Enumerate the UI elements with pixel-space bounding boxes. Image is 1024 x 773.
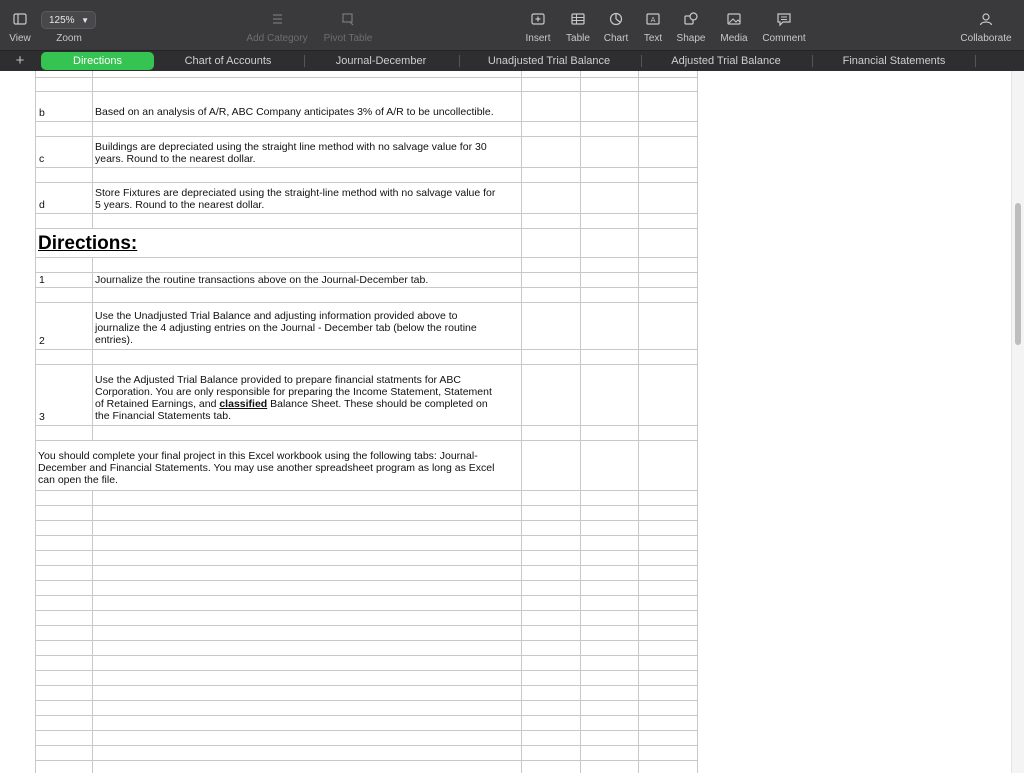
step-text-line3-pre: of Retained Earnings, and [95, 398, 220, 410]
comment-label: Comment [762, 33, 806, 44]
tab-chart-of-accounts[interactable]: Chart of Accounts [184, 55, 272, 67]
table-cell[interactable] [35, 686, 93, 700]
step-number: 1 [39, 274, 45, 286]
table-cell[interactable] [93, 596, 522, 610]
table-cell[interactable] [35, 491, 93, 505]
step-number: 3 [39, 411, 45, 423]
table-row[interactable] [35, 258, 698, 273]
table-cell[interactable] [93, 641, 522, 655]
table-row[interactable] [35, 350, 698, 365]
table-cell[interactable] [581, 686, 639, 700]
table-cell[interactable] [93, 716, 522, 730]
table-cell[interactable] [522, 761, 581, 773]
adjustment-text-line2: 5 years. Round to the nearest dollar. [95, 199, 265, 211]
step-text-line3: entries). [95, 334, 133, 346]
table-cell[interactable] [35, 506, 93, 520]
table-row[interactable] [35, 581, 698, 596]
table-cell[interactable] [93, 686, 522, 700]
table-cell[interactable] [522, 701, 581, 715]
table-cell[interactable] [581, 566, 639, 580]
pivot-table-button[interactable] [318, 0, 378, 50]
table-cell[interactable] [522, 746, 581, 760]
table-cell[interactable] [639, 716, 698, 730]
adjustment-letter: d [39, 199, 45, 211]
table-cell[interactable] [522, 551, 581, 565]
table-cell[interactable] [581, 521, 639, 535]
add-category-button[interactable] [242, 0, 312, 50]
chart-icon [607, 11, 625, 27]
add-category-label: Add Category [246, 33, 308, 44]
table-cell[interactable] [93, 671, 522, 685]
adjustment-letter: b [39, 107, 45, 119]
adjustment-text: Based on an analysis of A/R, ABC Company anticipates 3% of A/R to be uncollectible. [95, 106, 494, 118]
table-cell[interactable] [581, 761, 639, 773]
table-row[interactable] [35, 491, 698, 506]
table-row[interactable] [35, 656, 698, 671]
table-cell[interactable] [35, 716, 93, 730]
table-cell[interactable] [93, 761, 522, 773]
table-cell[interactable] [522, 686, 581, 700]
table-row[interactable] [35, 701, 698, 716]
classified-emphasis: classified [219, 398, 268, 410]
table-row[interactable] [35, 92, 698, 122]
table-cell[interactable] [639, 701, 698, 715]
table-cell[interactable] [581, 671, 639, 685]
adjustment-letter: c [39, 153, 45, 165]
table-row[interactable] [35, 746, 698, 761]
list-icon [268, 11, 286, 27]
adjustment-text-line2: years. Round to the nearest dollar. [95, 153, 256, 165]
tab-financial-statements[interactable]: Financial Statements [842, 55, 946, 67]
table-cell[interactable] [639, 641, 698, 655]
table-row[interactable] [35, 536, 698, 551]
tab-divider [304, 55, 305, 67]
table-row[interactable] [35, 566, 698, 581]
table-cell[interactable] [639, 551, 698, 565]
table-cell[interactable] [522, 671, 581, 685]
table-cell[interactable] [639, 626, 698, 640]
text-label: Text [643, 33, 663, 44]
table-row[interactable] [35, 551, 698, 566]
table-row[interactable] [35, 761, 698, 773]
table-cell[interactable] [639, 761, 698, 773]
table-cell[interactable] [522, 506, 581, 520]
table-cell[interactable] [93, 611, 522, 625]
shape-label: Shape [676, 33, 706, 44]
step-text-line1: Use the Adjusted Trial Balance provided to prepare financial statments for ABC [95, 374, 461, 386]
tab-divider [459, 55, 460, 67]
table-cell[interactable] [639, 671, 698, 685]
table-row[interactable] [35, 288, 698, 303]
collaborate-button[interactable] [955, 0, 1017, 50]
table-row[interactable] [35, 641, 698, 656]
table-cell[interactable] [639, 521, 698, 535]
view-button[interactable] [2, 0, 38, 50]
table-cell[interactable] [93, 656, 522, 670]
shape-button[interactable] [674, 0, 708, 50]
collaborate-icon [977, 11, 995, 27]
view-label: View [9, 33, 31, 44]
sidebar-icon [11, 11, 29, 27]
table-cell[interactable] [35, 701, 93, 715]
table-row[interactable] [35, 441, 698, 491]
table-cell[interactable] [35, 761, 93, 773]
text-box-icon [644, 11, 662, 27]
table-cell[interactable] [35, 596, 93, 610]
table-row[interactable] [35, 716, 698, 731]
table-cell[interactable] [93, 536, 522, 550]
tab-journal-december[interactable]: Journal-December [335, 55, 427, 67]
table-row[interactable] [35, 671, 698, 686]
sheet-tab-bar [0, 50, 1024, 72]
table-cell[interactable] [639, 491, 698, 505]
table-cell[interactable] [581, 536, 639, 550]
tab-divider [812, 55, 813, 67]
table-cell[interactable] [93, 551, 522, 565]
pivot-table-label: Pivot Table [323, 33, 373, 44]
table-row[interactable] [35, 365, 698, 426]
table-button[interactable] [562, 0, 594, 50]
directions-heading: Directions: [38, 233, 138, 254]
vertical-scrollbar[interactable] [1011, 71, 1024, 773]
table-cell[interactable] [581, 596, 639, 610]
table-row[interactable] [35, 521, 698, 536]
table-cell[interactable] [581, 491, 639, 505]
table-cell[interactable] [93, 626, 522, 640]
table-cell[interactable] [639, 581, 698, 595]
table-cell[interactable] [35, 746, 93, 760]
table-row[interactable] [35, 686, 698, 701]
comment-button[interactable] [760, 0, 808, 50]
table-cell[interactable] [522, 641, 581, 655]
table-cell[interactable] [522, 491, 581, 505]
table-cell[interactable] [581, 641, 639, 655]
media-button[interactable] [716, 0, 752, 50]
insert-icon [529, 11, 547, 27]
table-cell[interactable] [581, 656, 639, 670]
zoom-value: 125% [49, 15, 75, 26]
svg-text:A: A [650, 16, 656, 24]
table-cell[interactable] [35, 521, 93, 535]
table-cell[interactable] [581, 731, 639, 745]
step-text-line3 [95, 398, 488, 410]
insert-button[interactable] [522, 0, 554, 50]
final-note-line3: can open the file. [38, 474, 118, 486]
table-cell[interactable] [35, 671, 93, 685]
table-row[interactable] [35, 137, 698, 168]
table-row[interactable] [35, 506, 698, 521]
comment-icon [775, 11, 793, 27]
table-cell[interactable] [522, 611, 581, 625]
chart-label: Chart [603, 33, 629, 44]
table-cell[interactable] [35, 551, 93, 565]
table-cell[interactable] [35, 536, 93, 550]
adjustment-text-line1: Buildings are depreciated using the straight line method with no salvage value for 30 [95, 141, 487, 153]
step-text-line2: journalize the 4 adjusting entries on the Journal - December tab (below the routine [95, 322, 477, 334]
table-cell[interactable] [522, 626, 581, 640]
table-cell[interactable] [581, 701, 639, 715]
table-row[interactable] [35, 273, 698, 288]
table-cell[interactable] [93, 566, 522, 580]
table-row[interactable] [35, 214, 698, 229]
table-row[interactable] [35, 426, 698, 441]
table-cell[interactable] [639, 506, 698, 520]
table-row[interactable] [35, 596, 698, 611]
table-row[interactable] [35, 229, 698, 258]
final-note-line2: December and Financial Statements. You may use another spreadsheet program as long as Excel [38, 462, 495, 474]
table-cell[interactable] [581, 581, 639, 595]
table-cell[interactable] [93, 521, 522, 535]
shape-icon [682, 11, 700, 27]
spreadsheet-canvas[interactable] [0, 71, 1012, 773]
table-cell[interactable] [522, 536, 581, 550]
table-cell[interactable] [639, 746, 698, 760]
table-cell[interactable] [581, 506, 639, 520]
table-cell[interactable] [522, 716, 581, 730]
pivot-table-icon [339, 11, 357, 27]
tab-divider [641, 55, 642, 67]
step-text-line4: the Financial Statements tab. [95, 410, 231, 422]
table-cell[interactable] [93, 731, 522, 745]
table-cell[interactable] [35, 731, 93, 745]
table-cell[interactable] [522, 521, 581, 535]
step-number: 2 [39, 335, 45, 347]
media-label: Media [720, 33, 748, 44]
step-text: Journalize the routine transactions above on the Journal-December tab. [95, 274, 429, 286]
zoom-label-group [50, 0, 88, 50]
directions-table[interactable] [35, 71, 698, 773]
adjustment-text-line1: Store Fixtures are depreciated using the straight-line method with no salvage value for [95, 187, 496, 199]
table-row[interactable] [35, 71, 698, 78]
table-cell[interactable] [581, 626, 639, 640]
table-cell[interactable] [35, 566, 93, 580]
table-row[interactable] [35, 731, 698, 746]
chart-button[interactable] [600, 0, 632, 50]
table-cell[interactable] [522, 596, 581, 610]
table-cell[interactable] [93, 701, 522, 715]
table-row[interactable] [35, 183, 698, 214]
table-cell[interactable] [35, 641, 93, 655]
scrollbar-thumb[interactable] [1015, 203, 1021, 345]
table-cell[interactable] [522, 731, 581, 745]
table-cell[interactable] [581, 551, 639, 565]
step-text-line3-post: Balance Sheet. These should be completed on [267, 398, 488, 410]
tab-directions[interactable]: Directions [41, 52, 154, 70]
table-row[interactable] [35, 168, 698, 183]
table-row[interactable] [35, 78, 698, 92]
step-text-line2: Corporation. You are only responsible for preparing the Income Statement, Statement [95, 386, 492, 398]
tab-adjusted-trial-balance[interactable]: Adjusted Trial Balance [671, 55, 781, 67]
zoom-label: Zoom [56, 33, 82, 44]
table-row[interactable] [35, 611, 698, 626]
table-cell[interactable] [639, 686, 698, 700]
table-row[interactable] [35, 122, 698, 137]
table-cell[interactable] [639, 731, 698, 745]
table-cell[interactable] [35, 656, 93, 670]
table-cell[interactable] [581, 746, 639, 760]
table-row[interactable] [35, 626, 698, 641]
table-cell[interactable] [35, 626, 93, 640]
table-cell[interactable] [93, 746, 522, 760]
table-cell[interactable] [639, 611, 698, 625]
table-cell[interactable] [93, 506, 522, 520]
table-cell[interactable] [522, 656, 581, 670]
tab-divider [975, 55, 976, 67]
image-icon [725, 11, 743, 27]
table-cell[interactable] [93, 491, 522, 505]
step-text-line1: Use the Unadjusted Trial Balance and adjusting information provided above to [95, 310, 458, 322]
table-cell[interactable] [522, 566, 581, 580]
table-cell[interactable] [639, 566, 698, 580]
table-cell[interactable] [581, 611, 639, 625]
table-label: Table [566, 33, 590, 44]
table-icon [569, 11, 587, 27]
table-cell[interactable] [35, 581, 93, 595]
text-button[interactable] [638, 0, 668, 50]
table-cell[interactable] [93, 581, 522, 595]
insert-label: Insert [525, 33, 551, 44]
toolbar [0, 0, 1024, 50]
table-cell[interactable] [639, 656, 698, 670]
table-cell[interactable] [522, 581, 581, 595]
table-cell[interactable] [639, 596, 698, 610]
collaborate-label: Collaborate [960, 33, 1012, 44]
table-cell[interactable] [35, 611, 93, 625]
table-cell[interactable] [581, 716, 639, 730]
table-row[interactable] [35, 303, 698, 350]
table-cell[interactable] [639, 536, 698, 550]
tab-unadjusted-trial-balance[interactable]: Unadjusted Trial Balance [487, 55, 611, 67]
add-sheet-button[interactable]: + [15, 52, 25, 69]
final-note-line1: You should complete your final project in this Excel workbook using the following tabs: Journal- [38, 450, 478, 462]
chevron-down-icon: ▼ [81, 16, 89, 25]
